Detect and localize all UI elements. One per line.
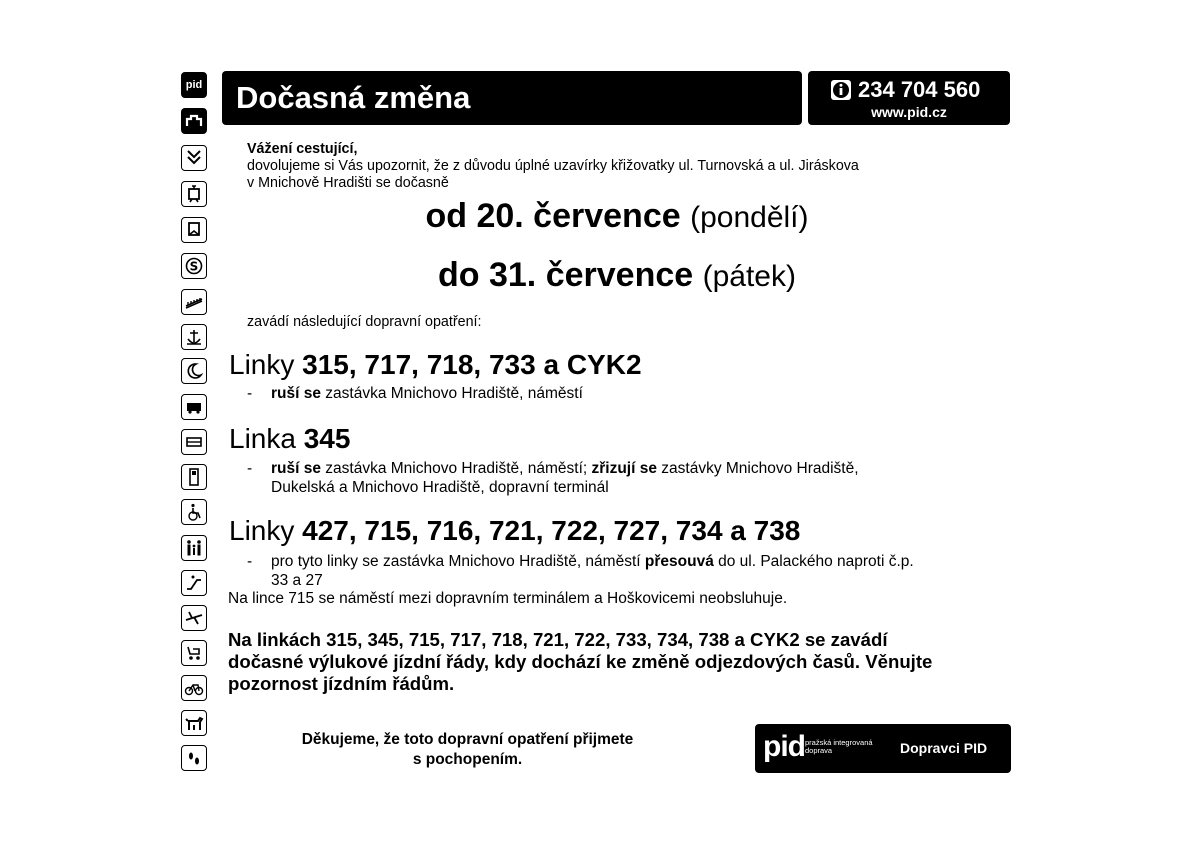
section-1-text: zastávka Mnichovo Hradiště, náměstí <box>320 385 583 402</box>
svg-text:S: S <box>189 259 199 274</box>
section-2-heading <box>229 423 350 455</box>
train-icon <box>181 217 207 243</box>
section-2-establish: zřizují se <box>591 460 657 477</box>
measures-intro: zavádí následující dopravní opatření: <box>247 314 482 330</box>
section-2-bullet: - ruší se zastávka Mnichovo Hradiště, náměstí; zřizují se zastávky Mnichovo Hradiště, Dukelská a Mnichovo Hradiště, dopravní terminál <box>247 460 859 496</box>
tram-icon <box>181 181 207 207</box>
section-3-text-1: pro tyto linky se zastávka Mnichovo Hradiště, náměstí <box>271 553 645 570</box>
operators-label: Dopravci PID <box>900 740 988 756</box>
section-3-bullet: - pro tyto linky se zastávka Mnichovo Hradiště, náměstí přesouvá do ul. Palackého naproti č.p. 33 a 27 <box>247 553 914 589</box>
section-2-text-3: Dukelská a Mnichovo Hradiště, dopravní terminál <box>271 479 609 496</box>
bus-icon <box>181 108 207 134</box>
footer-logo-box <box>755 724 1011 773</box>
thanks-text <box>270 730 665 770</box>
pid-logo-sub-2: doprava <box>805 746 833 755</box>
section-3-lines: 427, 715, 716, 721, 722, 727, 734 a 738 <box>302 515 801 546</box>
intro-line-1: dovolujeme si Vás upozornit, že z důvodu úplné uzavírky křižovatky ul. Turnovská a ul. Jiráskova <box>247 158 859 174</box>
section-3-move: přesouvá <box>644 553 714 570</box>
escalator-icon <box>181 570 207 596</box>
pid-logo-icon: pid <box>181 72 207 98</box>
date-to <box>222 255 1012 297</box>
phone-number: 234 704 560 <box>858 77 981 102</box>
family-icon <box>181 535 207 561</box>
section-2-lines: 345 <box>303 423 351 454</box>
info-icon <box>830 79 852 101</box>
section-3-prefix: Linky <box>229 515 303 546</box>
pid-logo-subtitle <box>805 739 873 755</box>
thanks-line-2: s pochopením. <box>412 751 523 768</box>
date-to-bold: do 31. července <box>438 256 694 294</box>
timetable-notice <box>228 629 998 695</box>
footsteps-icon <box>181 745 207 771</box>
notice-title <box>222 71 802 125</box>
notice-title-text: Dočasná změna <box>236 80 471 115</box>
section-3-text-3: 33 a 27 <box>271 572 323 589</box>
section-3-heading <box>229 515 800 547</box>
phone-row <box>830 77 980 103</box>
dog-icon <box>181 710 207 736</box>
regional-bus-icon <box>181 429 207 455</box>
ferry-icon <box>181 289 207 315</box>
contact-box <box>808 71 1010 125</box>
airport-icon <box>181 605 207 631</box>
ticket-machine-icon <box>181 464 207 490</box>
intro-text <box>247 141 859 192</box>
wheelchair-icon <box>181 499 207 525</box>
timetable-notice-line-3: pozornost jízdním řádům. <box>228 673 455 694</box>
timetable-notice-line-2: dočasné výlukové jízdní řády, kdy dochází ke změně odjezdových časů. Věnujte <box>228 651 933 672</box>
intro-line-2: v Mnichově Hradišti se dočasně <box>247 175 449 191</box>
date-from <box>222 196 1012 238</box>
pid-logo-sub-1: pražská integrovaná <box>805 738 873 747</box>
night-icon <box>181 358 207 384</box>
stroller-icon <box>181 640 207 666</box>
line-715-note: Na lince 715 se náměstí mezi dopravním terminálem a Hoškovicemi neobsluhuje. <box>228 590 788 607</box>
date-to-day: (pátek) <box>702 260 796 293</box>
section-3-text-2: do ul. Palackého naproti č.p. <box>713 553 914 570</box>
bicycle-icon <box>181 675 207 701</box>
section-1-cancel: ruší se <box>271 385 321 402</box>
section-1-heading <box>229 349 642 381</box>
date-from-day: (pondělí) <box>690 201 809 234</box>
thanks-line-1: Děkujeme, že toto dopravní opatření přijmete <box>301 731 634 748</box>
section-2-text-1: zastávka Mnichovo Hradiště, náměstí; <box>320 460 592 477</box>
greeting: Vážení cestující, <box>247 141 358 157</box>
pid-logo: pid <box>763 730 805 763</box>
section-2-cancel: ruší se <box>271 460 321 477</box>
anchor-icon <box>181 324 207 350</box>
section-1-lines: 315, 717, 718, 733 a CYK2 <box>302 349 642 380</box>
replacement-bus-icon <box>181 394 207 420</box>
section-2-text-2: zastávky Mnichovo Hradiště, <box>656 460 859 477</box>
funicular-icon <box>181 253 207 279</box>
section-1-prefix: Linky <box>229 349 303 380</box>
section-2-prefix: Linka <box>229 423 304 454</box>
metro-icon <box>181 145 207 171</box>
section-1-bullet: - ruší se zastávka Mnichovo Hradiště, náměstí <box>247 385 583 402</box>
website-link[interactable]: www.pid.cz <box>871 104 947 120</box>
date-from-bold: od 20. července <box>425 197 681 235</box>
timetable-notice-line-1: Na linkách 315, 345, 715, 717, 718, 721, 722, 733, 734, 738 a CYK2 se zavádí <box>228 629 888 650</box>
